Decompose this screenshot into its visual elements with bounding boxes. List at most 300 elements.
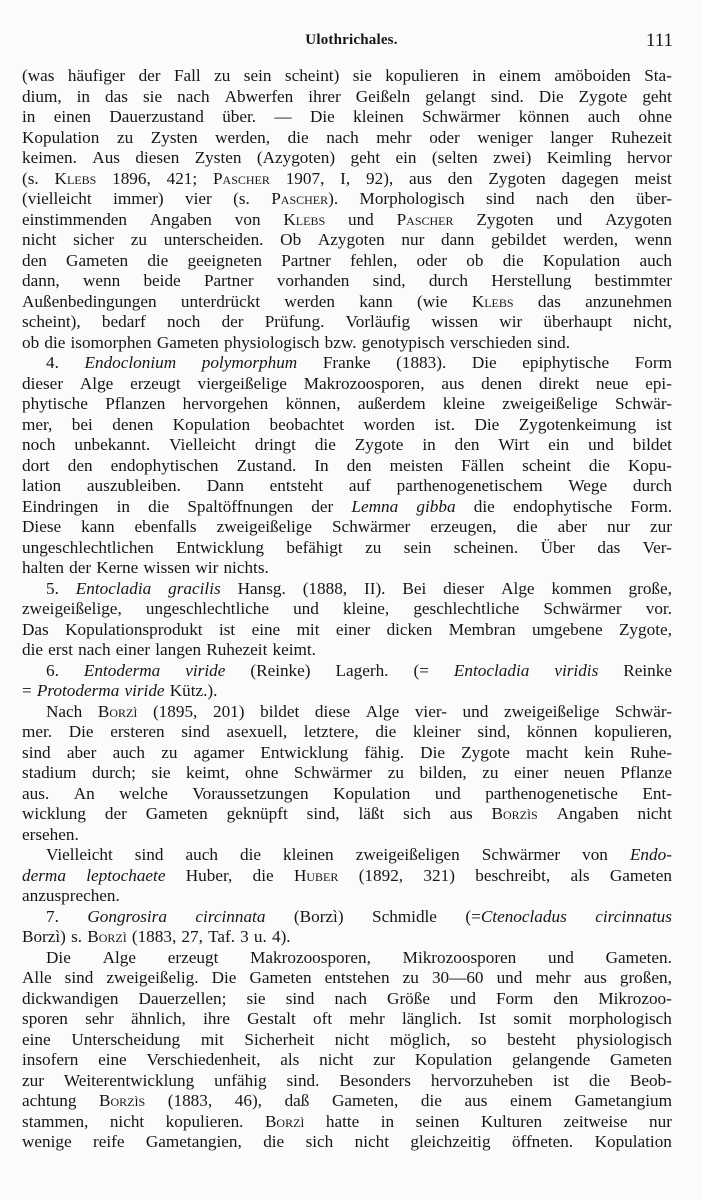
word: in	[22, 107, 36, 126]
word: (vielleicht	[22, 189, 92, 208]
word: läßt	[358, 804, 385, 823]
word: physiologisch	[224, 332, 320, 352]
word: Abwerfen	[224, 86, 294, 106]
word: welche	[119, 783, 168, 803]
word: dort	[22, 455, 50, 475]
word: (1883,	[167, 1091, 213, 1110]
word: zu	[130, 230, 148, 249]
word: hervorzuheben	[430, 1070, 533, 1090]
word: Dauerzustand	[109, 107, 204, 126]
word: sind.	[286, 1070, 320, 1090]
word: Azygoten	[317, 230, 385, 249]
word: kleine	[442, 394, 485, 413]
word: in	[472, 66, 486, 85]
word: die	[502, 250, 524, 270]
word: besteht	[507, 1029, 556, 1049]
word: die	[240, 845, 261, 864]
word: viride	[185, 660, 226, 680]
word: ungeschlechtlichen	[22, 537, 154, 557]
word: Schwär-	[615, 394, 672, 413]
word: zweigeißelige	[503, 701, 600, 721]
word: Vielleicht	[46, 845, 113, 864]
word: das	[537, 291, 561, 311]
word: der	[104, 804, 127, 823]
word: sicher	[73, 230, 115, 249]
word: nur	[649, 1111, 672, 1131]
word: können	[526, 722, 578, 741]
word: unbekannt.	[74, 435, 151, 454]
word: Kerne	[96, 558, 139, 577]
word: mit	[200, 1029, 224, 1049]
word: keimen.	[22, 148, 77, 167]
word: Kütz.).	[169, 681, 218, 700]
word: dagegen	[561, 168, 619, 188]
word: der	[311, 496, 334, 516]
word: Form	[634, 353, 672, 372]
word: somit	[513, 1009, 552, 1028]
word: Gameten	[609, 865, 672, 885]
word: parthenogenetische	[485, 783, 618, 803]
word: so	[471, 1029, 487, 1049]
text-line	[22, 1132, 672, 1153]
word: Über	[540, 537, 575, 557]
word: ersehen.	[22, 824, 79, 844]
word: phytische	[22, 394, 88, 413]
word: Entocladia	[453, 660, 530, 680]
word: Klebs	[471, 291, 514, 311]
word: Angaben	[556, 804, 619, 823]
word: kommen	[551, 578, 612, 598]
word: viridis	[554, 660, 599, 680]
word: Alge	[79, 373, 114, 393]
word: asexuell,	[226, 722, 288, 741]
word: und	[462, 701, 489, 721]
word: neue	[595, 373, 629, 393]
word: nicht	[354, 1132, 389, 1151]
word: II).	[364, 578, 386, 598]
text-line	[22, 907, 672, 928]
word: verschieden	[449, 332, 532, 352]
word: vorhanden	[276, 271, 350, 290]
word: sind	[285, 988, 315, 1008]
word: einen	[53, 107, 91, 126]
word: nicht	[319, 1050, 354, 1069]
word: (s.	[22, 168, 39, 188]
word: mehr	[349, 1009, 385, 1028]
text-line	[22, 1009, 672, 1030]
text-line	[22, 968, 672, 989]
word: in	[380, 1111, 395, 1131]
word: zu	[387, 763, 404, 782]
word: Partner	[203, 271, 254, 290]
word: lation	[22, 476, 62, 495]
word: amöboiden	[554, 66, 631, 85]
word: Borzì	[264, 1111, 305, 1131]
word: einem	[498, 66, 541, 85]
word: eine	[251, 619, 281, 639]
word: Huber	[293, 865, 339, 885]
word: seinen	[415, 1111, 460, 1131]
text-line	[22, 784, 672, 805]
word: scheint)	[284, 66, 340, 85]
word: zur	[373, 1050, 396, 1069]
word: zur	[22, 1070, 44, 1090]
word: Fällen	[461, 455, 505, 475]
word: Gameten	[145, 804, 208, 823]
word: die	[588, 455, 610, 475]
word: bildet	[632, 435, 672, 454]
word: hervorgehen	[182, 394, 269, 413]
word: Membran	[448, 619, 516, 639]
word: Azygoten	[605, 209, 672, 229]
word: Vorläufig	[345, 312, 411, 331]
word: Pflanzen	[105, 394, 166, 413]
word: meisten	[389, 455, 444, 475]
word: sind.	[537, 332, 571, 352]
word: ist	[218, 619, 236, 639]
word: Zustand.	[236, 455, 297, 475]
word: zu	[402, 968, 419, 987]
word: Kopulation	[594, 1132, 672, 1151]
word: Gameten	[66, 250, 129, 270]
word: zweigeißeligen	[355, 845, 460, 864]
word: Ist	[478, 1009, 497, 1028]
word: mehr	[535, 968, 571, 987]
word: scheint),	[22, 312, 81, 331]
word: und	[434, 783, 461, 803]
word: aus	[583, 968, 607, 987]
word: Ruhezeit	[610, 127, 672, 147]
word: kann	[359, 291, 393, 311]
word: Zysten	[150, 127, 198, 147]
text-line	[22, 292, 672, 313]
word: ob	[22, 332, 40, 352]
word: dicken	[386, 619, 433, 639]
word: Reinke	[623, 660, 672, 680]
word: Keimling	[546, 148, 612, 167]
word: ohne	[244, 763, 279, 782]
word: gebildet	[491, 230, 547, 249]
word: beide	[143, 271, 181, 290]
word: Entoderma	[83, 660, 161, 680]
word: Zygote	[461, 742, 510, 762]
word: 6.	[46, 660, 59, 680]
text-line	[22, 66, 672, 87]
word: physiologisch	[576, 1029, 672, 1049]
text-line	[22, 1112, 672, 1133]
text-line	[22, 435, 672, 456]
word: können,	[285, 394, 341, 413]
word: die	[148, 496, 170, 516]
word: Gameten.	[605, 947, 672, 967]
word: und	[548, 947, 574, 967]
word: Vielleicht	[169, 435, 236, 454]
word: wir	[499, 312, 523, 331]
word: ist.	[434, 414, 455, 434]
word: Kopulation	[542, 250, 621, 270]
word: Pascher	[396, 209, 454, 229]
word: anzunehmen	[585, 291, 672, 311]
word: 30—60	[431, 968, 484, 987]
word: Zygote	[354, 435, 404, 454]
word: zur	[650, 517, 672, 536]
word: daß	[284, 1091, 310, 1110]
word: die	[263, 1132, 285, 1151]
word: Klebs	[283, 209, 326, 229]
word: bedarf	[101, 312, 146, 331]
word: Geißeln	[355, 86, 411, 106]
word: stammen,	[22, 1111, 89, 1131]
word: Alge	[365, 701, 400, 721]
word: die	[147, 250, 169, 270]
word: sind,	[306, 804, 340, 823]
word: erzeugen,	[430, 517, 497, 536]
word: Fall	[173, 66, 201, 85]
word: die	[252, 865, 274, 885]
text-line	[22, 415, 672, 436]
word: sind.	[490, 86, 524, 106]
word: kopulieren	[385, 66, 459, 85]
word: erst	[48, 640, 73, 659]
word: Borzìs	[491, 804, 538, 823]
word: ihre	[203, 1009, 230, 1028]
text-line	[22, 456, 672, 477]
word: derma	[22, 865, 66, 885]
word: zweigeißelige	[502, 394, 598, 413]
word: dann	[440, 230, 475, 249]
text-line	[22, 763, 672, 784]
text-line	[22, 497, 672, 518]
word: Dann	[206, 476, 244, 495]
word: dringt	[254, 435, 296, 454]
word: bestimmter	[594, 271, 672, 290]
word: aus	[441, 373, 465, 393]
word: und	[293, 599, 319, 618]
word: ein	[548, 435, 570, 454]
word: sind	[64, 968, 94, 987]
word: Zysten	[194, 148, 242, 167]
word: Zygoten	[488, 168, 546, 188]
word: kleine,	[342, 599, 390, 618]
text-line	[22, 353, 672, 374]
word: worden	[363, 414, 415, 434]
word: 92),	[366, 168, 394, 188]
word: Sicherheit	[244, 1029, 315, 1049]
word: die	[473, 496, 495, 516]
word: ob	[466, 250, 484, 270]
word: Dauerzellen;	[138, 988, 227, 1008]
word: ungeschlechtliche	[145, 599, 269, 618]
word: s.	[71, 927, 83, 946]
word: =	[22, 681, 32, 700]
text-line	[22, 1050, 672, 1071]
word: Zygotenkeimung	[518, 414, 637, 434]
word: unterscheiden.	[163, 230, 264, 249]
word: entstehen	[324, 968, 390, 987]
word: möglich,	[389, 1029, 451, 1049]
word: mit	[296, 619, 320, 639]
word: dium,	[22, 86, 62, 106]
word: achtung	[22, 1091, 77, 1110]
word: 201)	[212, 701, 245, 721]
word: den	[454, 435, 480, 454]
word: agamer	[193, 742, 245, 762]
word: noch	[166, 312, 201, 331]
word: zu	[365, 537, 382, 557]
word: (1883).	[396, 353, 447, 372]
word: Makrozoosporen,	[303, 373, 425, 393]
word: (1883,	[131, 927, 177, 946]
word: Größe	[387, 988, 430, 1008]
word: Form	[496, 988, 534, 1008]
word: 421;	[166, 168, 198, 188]
word: Schwärmer	[422, 107, 501, 126]
word: sind,	[477, 722, 511, 741]
word: ersteren	[110, 722, 165, 741]
word: 7.	[46, 906, 59, 926]
word: direkt	[538, 373, 580, 393]
text-line	[22, 148, 672, 169]
word: Taf.	[208, 927, 236, 946]
word: umgebene	[531, 619, 603, 639]
word: geknüpft	[226, 804, 288, 823]
word: dickwandigen	[22, 988, 119, 1008]
text-line	[22, 948, 672, 969]
word: die	[22, 640, 43, 659]
word: eine	[98, 1050, 127, 1069]
word: kann	[81, 517, 115, 536]
word: Unterscheidung	[71, 1029, 181, 1049]
word: ist	[655, 414, 672, 434]
word: geht	[350, 148, 381, 167]
word: Kopulation	[172, 414, 251, 434]
word: Lagerh.	[335, 660, 389, 680]
word: circinnatus	[595, 906, 672, 926]
word: Schwärmer	[332, 517, 411, 536]
word: 46),	[234, 1091, 262, 1110]
word: diese	[314, 701, 351, 721]
word: aus.	[22, 783, 50, 803]
word: sie	[246, 988, 266, 1008]
word: die	[588, 1070, 610, 1090]
word: nicht	[22, 230, 57, 249]
word: einer	[115, 640, 151, 659]
word: geht	[642, 86, 672, 106]
word: der	[69, 558, 92, 577]
word: kein	[584, 742, 614, 762]
word: nach	[78, 640, 111, 659]
word: überhaupt	[543, 312, 613, 331]
word: aber	[66, 742, 97, 762]
word: zwei)	[493, 148, 532, 167]
text-line	[22, 169, 672, 190]
word: und	[450, 988, 476, 1008]
word: In	[314, 455, 329, 475]
word: Wirt	[498, 435, 530, 454]
word: der	[221, 312, 244, 331]
word: häufiger	[67, 66, 126, 85]
word: sie	[151, 763, 171, 782]
word: zu	[161, 742, 178, 762]
word: fähig.	[364, 742, 404, 762]
word: kopulieren.	[165, 1111, 244, 1131]
word: scheinen.	[453, 537, 519, 557]
word: sehr	[85, 1009, 114, 1028]
word: Morphologisch	[359, 189, 465, 208]
word: Schmidle	[372, 906, 437, 926]
word: (1892,	[358, 865, 404, 885]
word: bildet	[260, 701, 300, 721]
word: Protoderma	[36, 681, 120, 700]
word: (1888,	[302, 578, 348, 598]
word: nach	[334, 988, 367, 1008]
word: Ruhe-	[629, 742, 672, 762]
text-line	[22, 251, 672, 272]
word: Hansg.	[237, 578, 286, 598]
text-line	[22, 804, 672, 825]
word: das	[105, 86, 128, 106]
word: viride	[124, 681, 165, 700]
word: erzeugt	[167, 947, 219, 967]
word: bilden,	[419, 763, 467, 782]
word: das	[597, 537, 621, 557]
word: Sta-	[644, 66, 672, 85]
text-line	[22, 702, 672, 723]
word: mer,	[22, 414, 53, 434]
word: beschreibt,	[475, 865, 551, 885]
word: gleichzeitig	[410, 1132, 491, 1151]
word: nicht	[637, 804, 672, 823]
word: den	[346, 455, 372, 475]
word: oder	[416, 250, 448, 270]
word: werden	[284, 291, 335, 311]
word: als	[280, 1050, 300, 1069]
word: der	[138, 66, 161, 85]
word: Partner	[281, 250, 331, 270]
word: Ruhezeit	[206, 640, 268, 659]
word: circinnata	[195, 906, 266, 926]
text-line	[22, 189, 672, 210]
word: endophytischen	[110, 455, 219, 475]
word: nur	[401, 230, 425, 249]
word: dieser	[22, 373, 64, 393]
word: 27,	[181, 927, 203, 946]
word: Kopulationsprodukt	[65, 619, 203, 639]
word: die	[287, 127, 309, 147]
word: 3	[240, 927, 249, 946]
word: Spaltöffnungen	[187, 496, 294, 516]
body-text	[22, 66, 672, 1153]
word: sich	[403, 804, 431, 823]
word: sein	[403, 537, 432, 557]
word: auszubleiben.	[86, 476, 181, 495]
word: auf	[348, 476, 371, 495]
text-line	[22, 476, 672, 497]
word: insofern	[22, 1050, 79, 1069]
word: halten	[22, 558, 64, 577]
word: (was	[22, 66, 55, 85]
word: vier-	[414, 701, 447, 721]
word: Besonders	[339, 1070, 411, 1090]
word: Schwärmer	[293, 763, 373, 782]
word: den	[67, 455, 93, 475]
word: nach	[326, 127, 359, 147]
word: Zygote,	[618, 619, 672, 639]
word: sie	[142, 86, 163, 106]
word: bzw.	[324, 332, 357, 352]
word: nur	[607, 517, 631, 536]
text-line	[22, 599, 672, 620]
